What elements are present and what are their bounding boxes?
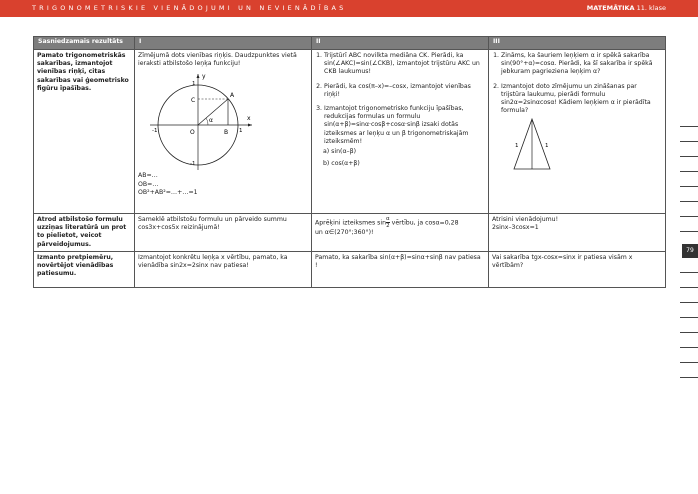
margin-rule bbox=[680, 332, 698, 333]
column-header: II bbox=[312, 37, 489, 50]
grade-label: 11. klase bbox=[636, 4, 666, 12]
subject-label: MATEMĀTIKA bbox=[586, 4, 635, 12]
side-label: 1 bbox=[515, 143, 519, 150]
margin-rule bbox=[680, 231, 698, 232]
margin-rule bbox=[680, 141, 698, 142]
margin-rule bbox=[680, 272, 698, 273]
column-header: III bbox=[489, 37, 666, 50]
level2-cell bbox=[312, 50, 489, 214]
level3-cell bbox=[489, 214, 666, 252]
unit-circle-diagram bbox=[140, 72, 260, 172]
label-minus-one-y: -1 bbox=[190, 161, 196, 168]
label-one-x: 1 bbox=[239, 128, 243, 135]
answer-line: AB=… bbox=[138, 172, 158, 180]
margin-rule bbox=[680, 126, 698, 127]
table-row bbox=[34, 214, 666, 252]
page-number: 79 bbox=[682, 244, 698, 258]
margin-rule bbox=[680, 302, 698, 303]
level3-cell bbox=[489, 50, 666, 214]
isosceles-triangle-diagram bbox=[502, 117, 562, 173]
margin-rule bbox=[680, 377, 698, 378]
label-C: C bbox=[191, 97, 196, 105]
label-minus-one-x: -1 bbox=[152, 128, 158, 135]
task-text: vērtību, ja cosα=0,28 bbox=[389, 219, 459, 227]
label-O: O bbox=[190, 129, 195, 137]
outcome-cell: Atrod atbilstošo formulu uzziņas literatūrā un prot to pielietot, veicot pārveidojumus. bbox=[34, 214, 135, 252]
task-list bbox=[315, 52, 485, 146]
margin-rule bbox=[680, 347, 698, 348]
side-label: 1 bbox=[545, 143, 549, 150]
label-one-y: 1 bbox=[192, 81, 196, 88]
outcome-cell: Pamato trigonometriskās sakarības, izmantojot vienības riņķi, citas sakarības vai ģeometrisko figūru īpašības. bbox=[34, 50, 135, 214]
margin-rule bbox=[680, 171, 698, 172]
margin-rule bbox=[680, 362, 698, 363]
fraction-numerator: α bbox=[386, 216, 390, 222]
margin-rule bbox=[680, 186, 698, 187]
task-text: Atrisini vienādojumu! bbox=[492, 216, 559, 223]
level3-cell: Vai sakarība tgx-cosx=sinx ir patiesa visām x vērtībām? bbox=[489, 251, 666, 287]
label-B: B bbox=[224, 129, 229, 137]
fraction-denominator: 2 bbox=[386, 223, 390, 229]
level1-cell: Izmantojot konkrētu leņķa x vērtību, pamato, ka vienādība sin2x=2sinx nav patiesa! bbox=[135, 251, 312, 287]
level2-cell: Pamato, ka sakarība sin(α+β)=sinα+sinβ nav patiesa ! bbox=[312, 251, 489, 287]
equation: 2sinx–3cosx=1 bbox=[492, 224, 539, 232]
margin-rule bbox=[680, 317, 698, 318]
table-header-row bbox=[34, 37, 666, 50]
list-item: 3. Izmantojot trigonometrisko funkciju īpašības, redukcijas formulas un formulu sin(α+β)=sinα·cosβ+cosα·sinβ izsaki dotās izteiksmes ar leņķu α un β trigonometriskajām izteiksmēm! bbox=[324, 105, 485, 146]
level1-cell: Sameklē atbilstošu formulu un pārveido summu cos3x+cos5x reizinājumā! bbox=[135, 214, 312, 252]
column-header: I bbox=[135, 37, 312, 50]
axis-label-y: y bbox=[202, 73, 206, 81]
margin-rule bbox=[680, 216, 698, 217]
column-header: Sasniedzamais rezultāts bbox=[34, 37, 135, 50]
list-item: 1. Zināms, ka šauriem leņķiem α ir spēkā sakarība sin(90°+α)=cosα. Pierādi, ka šī sakarība ir spēkā jebkuram pagrieziena leņķim α? bbox=[501, 52, 662, 77]
table-row bbox=[34, 251, 666, 287]
list-item: 1. Trijstūrī ABC novilkta mediāna CK. Pierādi, ka sin(∠AKC)=sin(∠CKB), izmantojot trijstūru AKC un CKB laukumus! bbox=[324, 52, 485, 77]
task-list bbox=[492, 52, 662, 115]
task-text: Aprēķini izteiksmes sin bbox=[315, 219, 387, 227]
margin-rule bbox=[680, 201, 698, 202]
subitem: b) cos(α+β) bbox=[323, 160, 360, 168]
subject-grade bbox=[587, 4, 666, 12]
label-alpha: α bbox=[209, 117, 213, 125]
axis-label-x: x bbox=[247, 115, 251, 123]
margin-rule bbox=[680, 287, 698, 288]
answer-line: OB=… bbox=[138, 180, 159, 188]
list-item: 2. Izmantojot doto zīmējumu un zināšanas par trijstūra laukumu, pierādi formulu sin2α=2sinαcosα! Kādiem leņķiem α ir pierādīta formula? bbox=[501, 83, 662, 116]
outcome-cell: Izmanto pretpiemēru, novērtējot vienādības patiesumu. bbox=[34, 251, 135, 287]
task-text: un α∈(270°;360°)! bbox=[315, 229, 374, 236]
list-item: 2. Pierādi, ka cos(π–x)=–cosx, izmantojot vienības riņķi! bbox=[324, 83, 485, 99]
label-A: A bbox=[230, 92, 235, 100]
header-bar bbox=[0, 0, 698, 17]
answer-line: OB²+AB²=…+…=1 bbox=[138, 188, 198, 196]
margin-rule bbox=[680, 156, 698, 157]
level2-cell bbox=[312, 214, 489, 252]
level1-cell bbox=[135, 50, 312, 214]
table-row bbox=[34, 50, 666, 214]
subitem: a) sin(α–β) bbox=[323, 148, 356, 156]
task-text: Zīmējumā dots vienības riņķis. Daudzpunktes vietā ieraksti atbilstošo leņķa funkciju! bbox=[138, 52, 297, 68]
chapter-title: TRIGONOMETRISKIE VIENĀDOJUMI UN NEVIENĀDĪBAS bbox=[32, 4, 347, 12]
outcomes-table bbox=[33, 36, 666, 288]
